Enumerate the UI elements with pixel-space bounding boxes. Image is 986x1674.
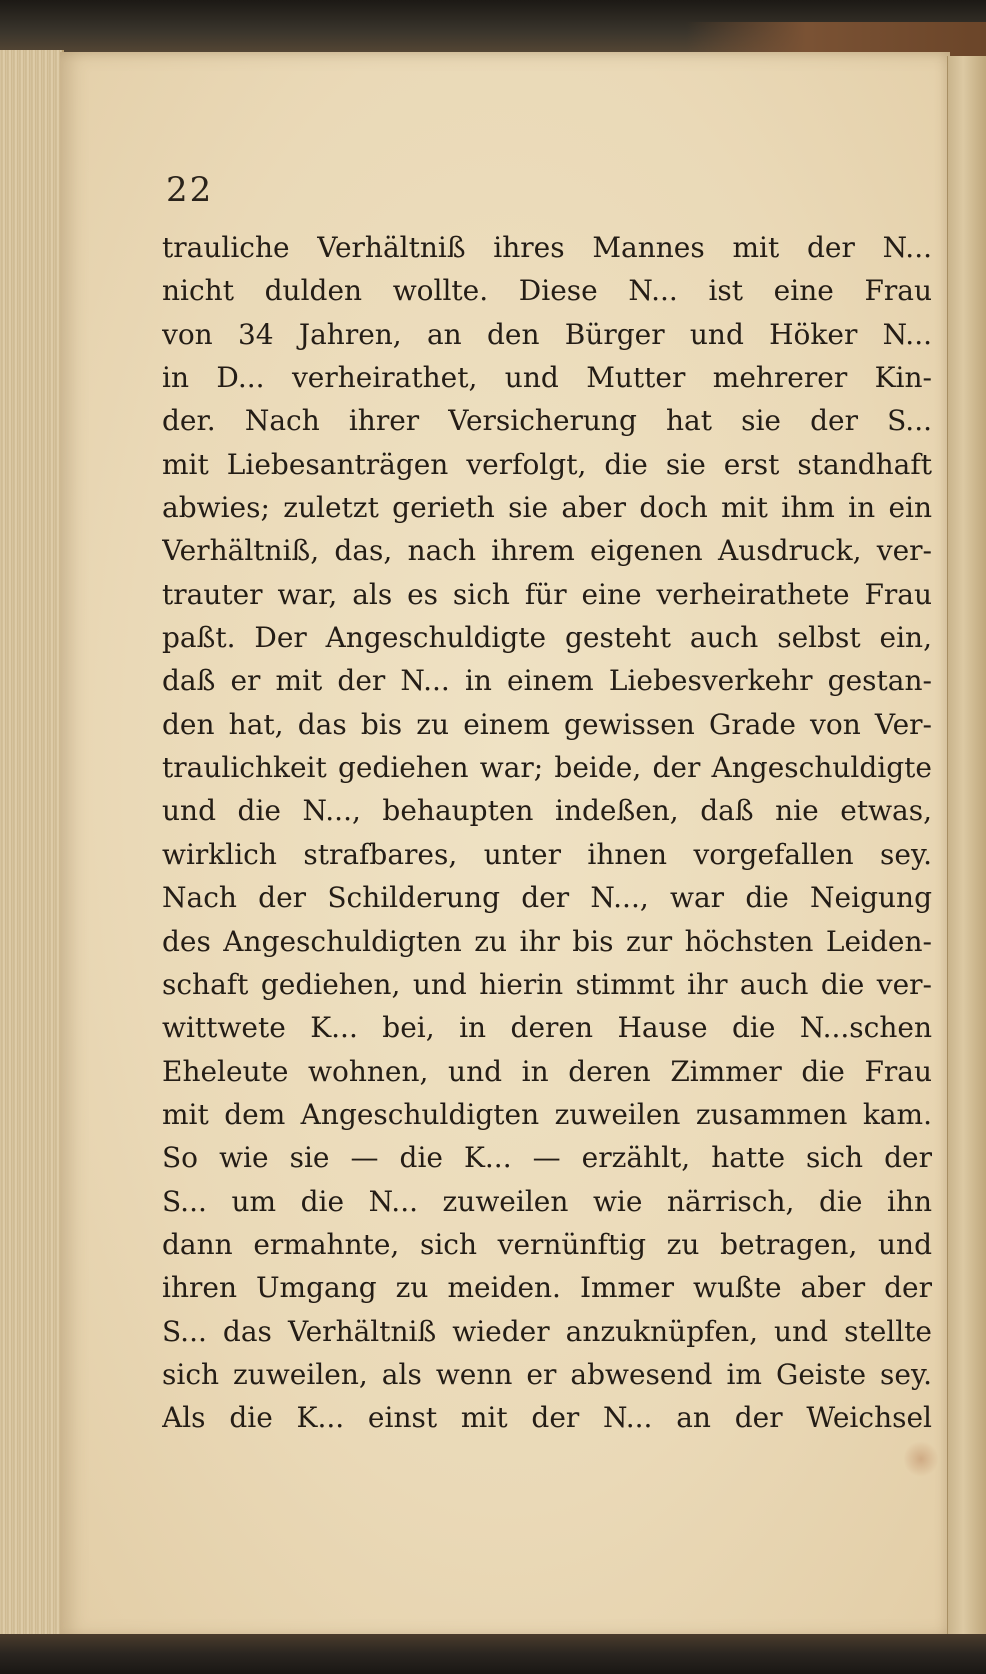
text-line: Als die K... einst mit der N... an der Weichsel — [162, 1401, 932, 1435]
text-line: ihren Umgang zu meiden. Immer wußte aber der — [162, 1271, 932, 1305]
text-line: trauliche Verhältniß ihres Mannes mit der N... — [162, 231, 932, 264]
text-line: schaft gediehen, und hierin stimmt ihr auch die ver- — [162, 967, 932, 1001]
text-line: sich zuweilen, als wenn er abwesend im Geiste sey. — [162, 1357, 932, 1391]
bottom-book-edge — [0, 1634, 986, 1674]
top-book-edge — [0, 0, 986, 58]
text-line: Eheleute wohnen, und in deren Zimmer die Frau — [162, 1054, 932, 1088]
text-line: trauter war, als es sich für eine verheirathete Frau — [162, 577, 932, 611]
text-line: wittwete K... bei, in deren Hause die N...schen — [162, 1011, 932, 1045]
text-line: mit dem Angeschuldigten zuweilen zusammen kam. — [162, 1097, 932, 1131]
text-line: Nach der Schilderung der N..., war die Neigung — [162, 881, 932, 915]
page-number: 22 — [166, 170, 214, 210]
text-line: und die N..., behaupten indeßen, daß nie etwas, — [162, 794, 932, 828]
text-line: des Angeschuldigten zu ihr bis zur höchsten Leiden- — [162, 924, 932, 958]
text-line: nicht dulden wollte. Diese N... ist eine Frau — [162, 274, 932, 308]
text-line: traulichkeit gediehen war; beide, der Angeschuldigte — [162, 751, 932, 785]
text-line: der. Nach ihrer Versicherung hat sie der S... — [162, 404, 932, 438]
text-line: S... das Verhältniß wieder anzuknüpfen, und stellte — [162, 1314, 932, 1348]
text-line: dann ermahnte, sich vernünftig zu betragen, und — [162, 1227, 932, 1261]
body-text — [162, 226, 932, 1440]
text-line: Verhältniß, das, nach ihrem eigenen Ausdruck, ver- — [162, 534, 932, 568]
text-line: S... um die N... zuweilen wie närrisch, die ihn — [162, 1184, 932, 1218]
text-line: von 34 Jahren, an den Bürger und Höker N... — [162, 317, 932, 351]
text-line: So wie sie — die K... — erzählt, hatte sich der — [162, 1141, 932, 1175]
paper-stain — [904, 1440, 938, 1478]
text-line: wirklich strafbares, unter ihnen vorgefallen sey. — [162, 837, 932, 871]
text-line: paßt. Der Angeschuldigte gesteht auch selbst ein, — [162, 621, 932, 655]
text-line: abwies; zuletzt gerieth sie aber doch mit ihm in ein — [162, 491, 932, 525]
text-line: mit Liebesanträgen verfolgt, die sie erst standhaft — [162, 447, 932, 481]
text-line: in D... verheirathet, und Mutter mehrerer Kin- — [162, 361, 932, 395]
page-stack-edge — [0, 50, 64, 1640]
text-line: den hat, das bis zu einem gewissen Grade von Ver- — [162, 707, 932, 741]
text-line: daß er mit der N... in einem Liebesverkehr gestan- — [162, 664, 932, 698]
right-page-edge — [947, 56, 986, 1636]
